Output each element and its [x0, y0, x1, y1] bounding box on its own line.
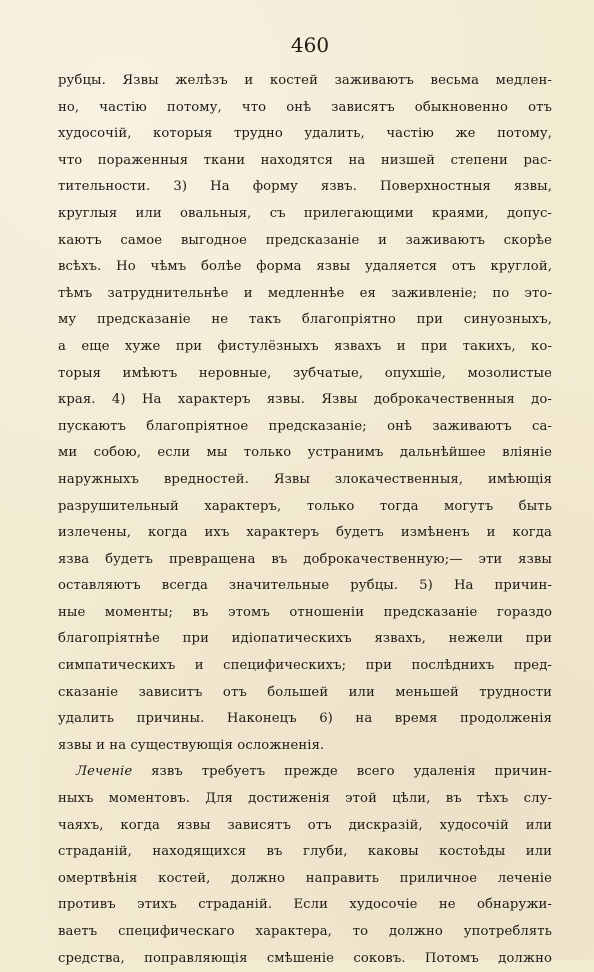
- text-line: каютъ самое выгодное предсказаніе и заживаютъ скорѣе: [58, 232, 552, 248]
- text-line: му предсказаніе не такъ благопріятно при синуозныхъ,: [58, 312, 552, 328]
- paragraph-2: [58, 759, 552, 972]
- text-line: пускаютъ благопріятное предсказаніе; онѣ заживаютъ са-: [58, 418, 552, 434]
- text-line: но, частію потому, что онѣ зависятъ обыкновенно отъ: [58, 99, 552, 115]
- text-line: разрушительный характеръ, только тогда могутъ быть: [58, 498, 552, 514]
- text-line: излечены, когда ихъ характеръ будетъ измѣненъ и когда: [58, 525, 552, 541]
- text-line: ные моменты; въ этомъ отношеніи предсказаніе гораздо: [58, 604, 552, 620]
- lead-word: Леченіе: [76, 764, 133, 780]
- text-line: симпатическихъ и специфическихъ; при послѣднихъ пред-: [58, 658, 552, 674]
- text-line: язвы и на существующія осложненія.: [58, 737, 325, 753]
- text-line: а еще хуже при фистулёзныхъ язвахъ и при такихъ, ко-: [58, 338, 552, 354]
- text-line: страданій, находящихся въ глуби, каковы костоѣды или: [58, 844, 552, 860]
- paragraph-2-first-line: [58, 759, 552, 786]
- text-line: что пораженныя ткани находятся на низшей степени рас-: [58, 152, 552, 168]
- text-line: противъ этихъ страданій. Если худосочіе не обнаружи-: [58, 897, 552, 913]
- text-line: омертвѣнія костей, должно направить приличное леченіе: [58, 870, 552, 886]
- text-line: средства, поправляющія смѣшеніе соковъ. Потомъ должно: [58, 950, 552, 966]
- text-line: тѣмъ затруднительнѣе и медленнѣе ея заживленіе; по это-: [58, 285, 552, 301]
- text-line: язва будетъ превращена въ доброкачественную;— эти язвы: [58, 551, 552, 567]
- text-line: благопріятнѣе при идіопатическихъ язвахъ, нежели при: [58, 631, 552, 647]
- text-line: сказаніе зависитъ отъ большей или меньшей трудности: [58, 684, 552, 700]
- body-text: [58, 68, 552, 972]
- text-line: оставляютъ всегда значительные рубцы. 5) На причин-: [58, 578, 552, 594]
- text-line: удалить причины. Наконецъ 6) на время продолженія: [58, 711, 552, 727]
- text-line: худосочій, которыя трудно удалить, частію же потому,: [58, 126, 552, 142]
- text-line: ваетъ специфическаго характера, то должно употреблять: [58, 924, 552, 939]
- text-line: ми собою, если мы только устранимъ дальнѣйшее вліяніе: [58, 445, 552, 461]
- first-line-rest: язвъ требуетъ прежде всего удаленія причин-: [132, 764, 552, 780]
- text-line: рубцы. Язвы желѣзъ и костей заживаютъ весьма медлен-: [58, 73, 552, 88]
- text-line: тительности. 3) На форму язвъ. Поверхностныя язвы,: [58, 179, 552, 195]
- text-line: края. 4) На характеръ язвы. Язвы доброкачественныя до-: [58, 392, 552, 408]
- text-line: чаяхъ, когда язвы зависятъ отъ дискразій, худосочій или: [58, 817, 552, 833]
- text-line: наружныхъ вредностей. Язвы злокачественныя, имѣющія: [58, 471, 552, 487]
- text-line: круглыя или овальныя, съ прилегающими краями, допус-: [58, 205, 552, 221]
- paragraph-1: [58, 68, 552, 759]
- text-line: всѣхъ. Но чѣмъ болѣе форма язвы удаляется отъ круглой,: [58, 259, 552, 275]
- text-line: торыя имѣютъ неровные, зубчатые, опухшіе, мозолистые: [58, 365, 552, 381]
- page-number: 460: [290, 33, 330, 57]
- text-line: ныхъ моментовъ. Для достиженія этой цѣли, въ тѣхъ слу-: [58, 791, 552, 807]
